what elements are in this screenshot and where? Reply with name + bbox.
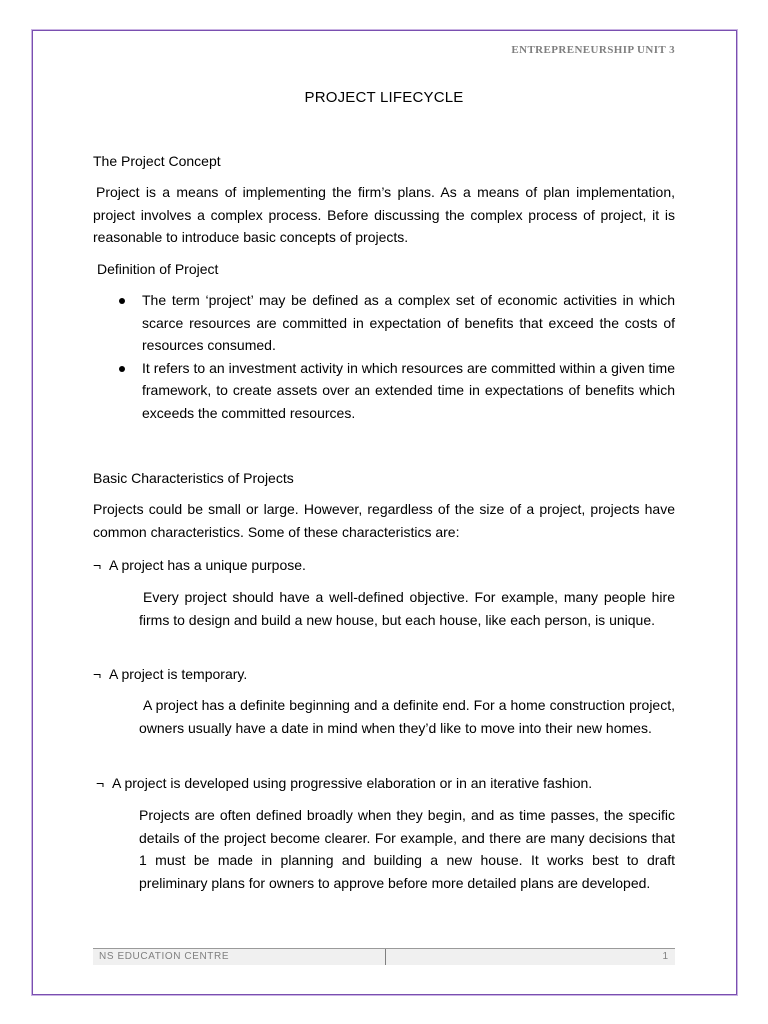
list-item-text: The term ‘project’ may be defined as a complex set of economic activities in which scarce resources are committed in expectation of benefits that exceed the costs of resources consumed. (142, 292, 675, 353)
list-item (93, 357, 675, 425)
characteristic-text: Every project should have a well-defined objective. For example, many people hire firms to design and build a new house, but each house, like each person, is unique. (139, 589, 675, 628)
not-sign-marker: ¬ (96, 775, 105, 791)
characteristic-text: A project has a definite beginning and a definite end. For a home construction project, owners usually have a date in mind when they’d like to move into their new homes. (139, 697, 675, 736)
paragraph-characteristics-intro: Projects could be small or large. However, regardless of the size of a project, projects have common characteristics. Some of these characteristics are: (93, 501, 675, 540)
characteristic-heading (93, 554, 306, 577)
paragraph-concept: Project is a means of implementing the firm’s plans. As a means of plan implementation, project involves a complex process. Before discussing the complex process of project, it is reasonable to introduce basic concepts of projects. (93, 184, 675, 245)
definition-list (93, 289, 675, 424)
characteristic-heading (93, 663, 247, 686)
characteristic-title: A project has a unique purpose. (109, 557, 306, 573)
section-heading-definition: Definition of Project (97, 261, 219, 277)
list-item-text: It refers to an investment activity in which resources are committed within a given time framework, to create assets over an extended time in expectations of benefits which exceeds the committed resources. (142, 359, 675, 421)
not-sign-marker: ¬ (93, 557, 102, 573)
section-heading-characteristics: Basic Characteristics of Projects (93, 470, 294, 486)
characteristic-heading (96, 772, 675, 795)
bullet-icon (119, 366, 125, 372)
page-number: 1 (662, 951, 668, 962)
characteristic-title: A project is temporary. (109, 666, 248, 682)
running-header: ENTREPRENEURSHIP UNIT 3 (511, 44, 675, 56)
footer-organization: NS EDUCATION CENTRE (99, 951, 230, 962)
footer-divider (385, 949, 386, 965)
not-sign-marker: ¬ (93, 666, 102, 682)
page-footer (93, 948, 675, 965)
characteristic-text: Projects are often defined broadly when they begin, and as time passes, the specific details of the project become clearer. For example, and there are many decisions that 1 must be made in planning and building a new house. It works best to draft preliminary plans for owners to approve before more detailed plans are developed. (139, 807, 675, 891)
characteristic-title: A project is developed using progressive elaboration or in an iterative fashion. (112, 775, 593, 791)
list-item (93, 289, 675, 357)
section-heading-concept: The Project Concept (93, 153, 221, 169)
page-title: PROJECT LIFECYCLE (304, 89, 464, 106)
bullet-icon (119, 298, 125, 304)
